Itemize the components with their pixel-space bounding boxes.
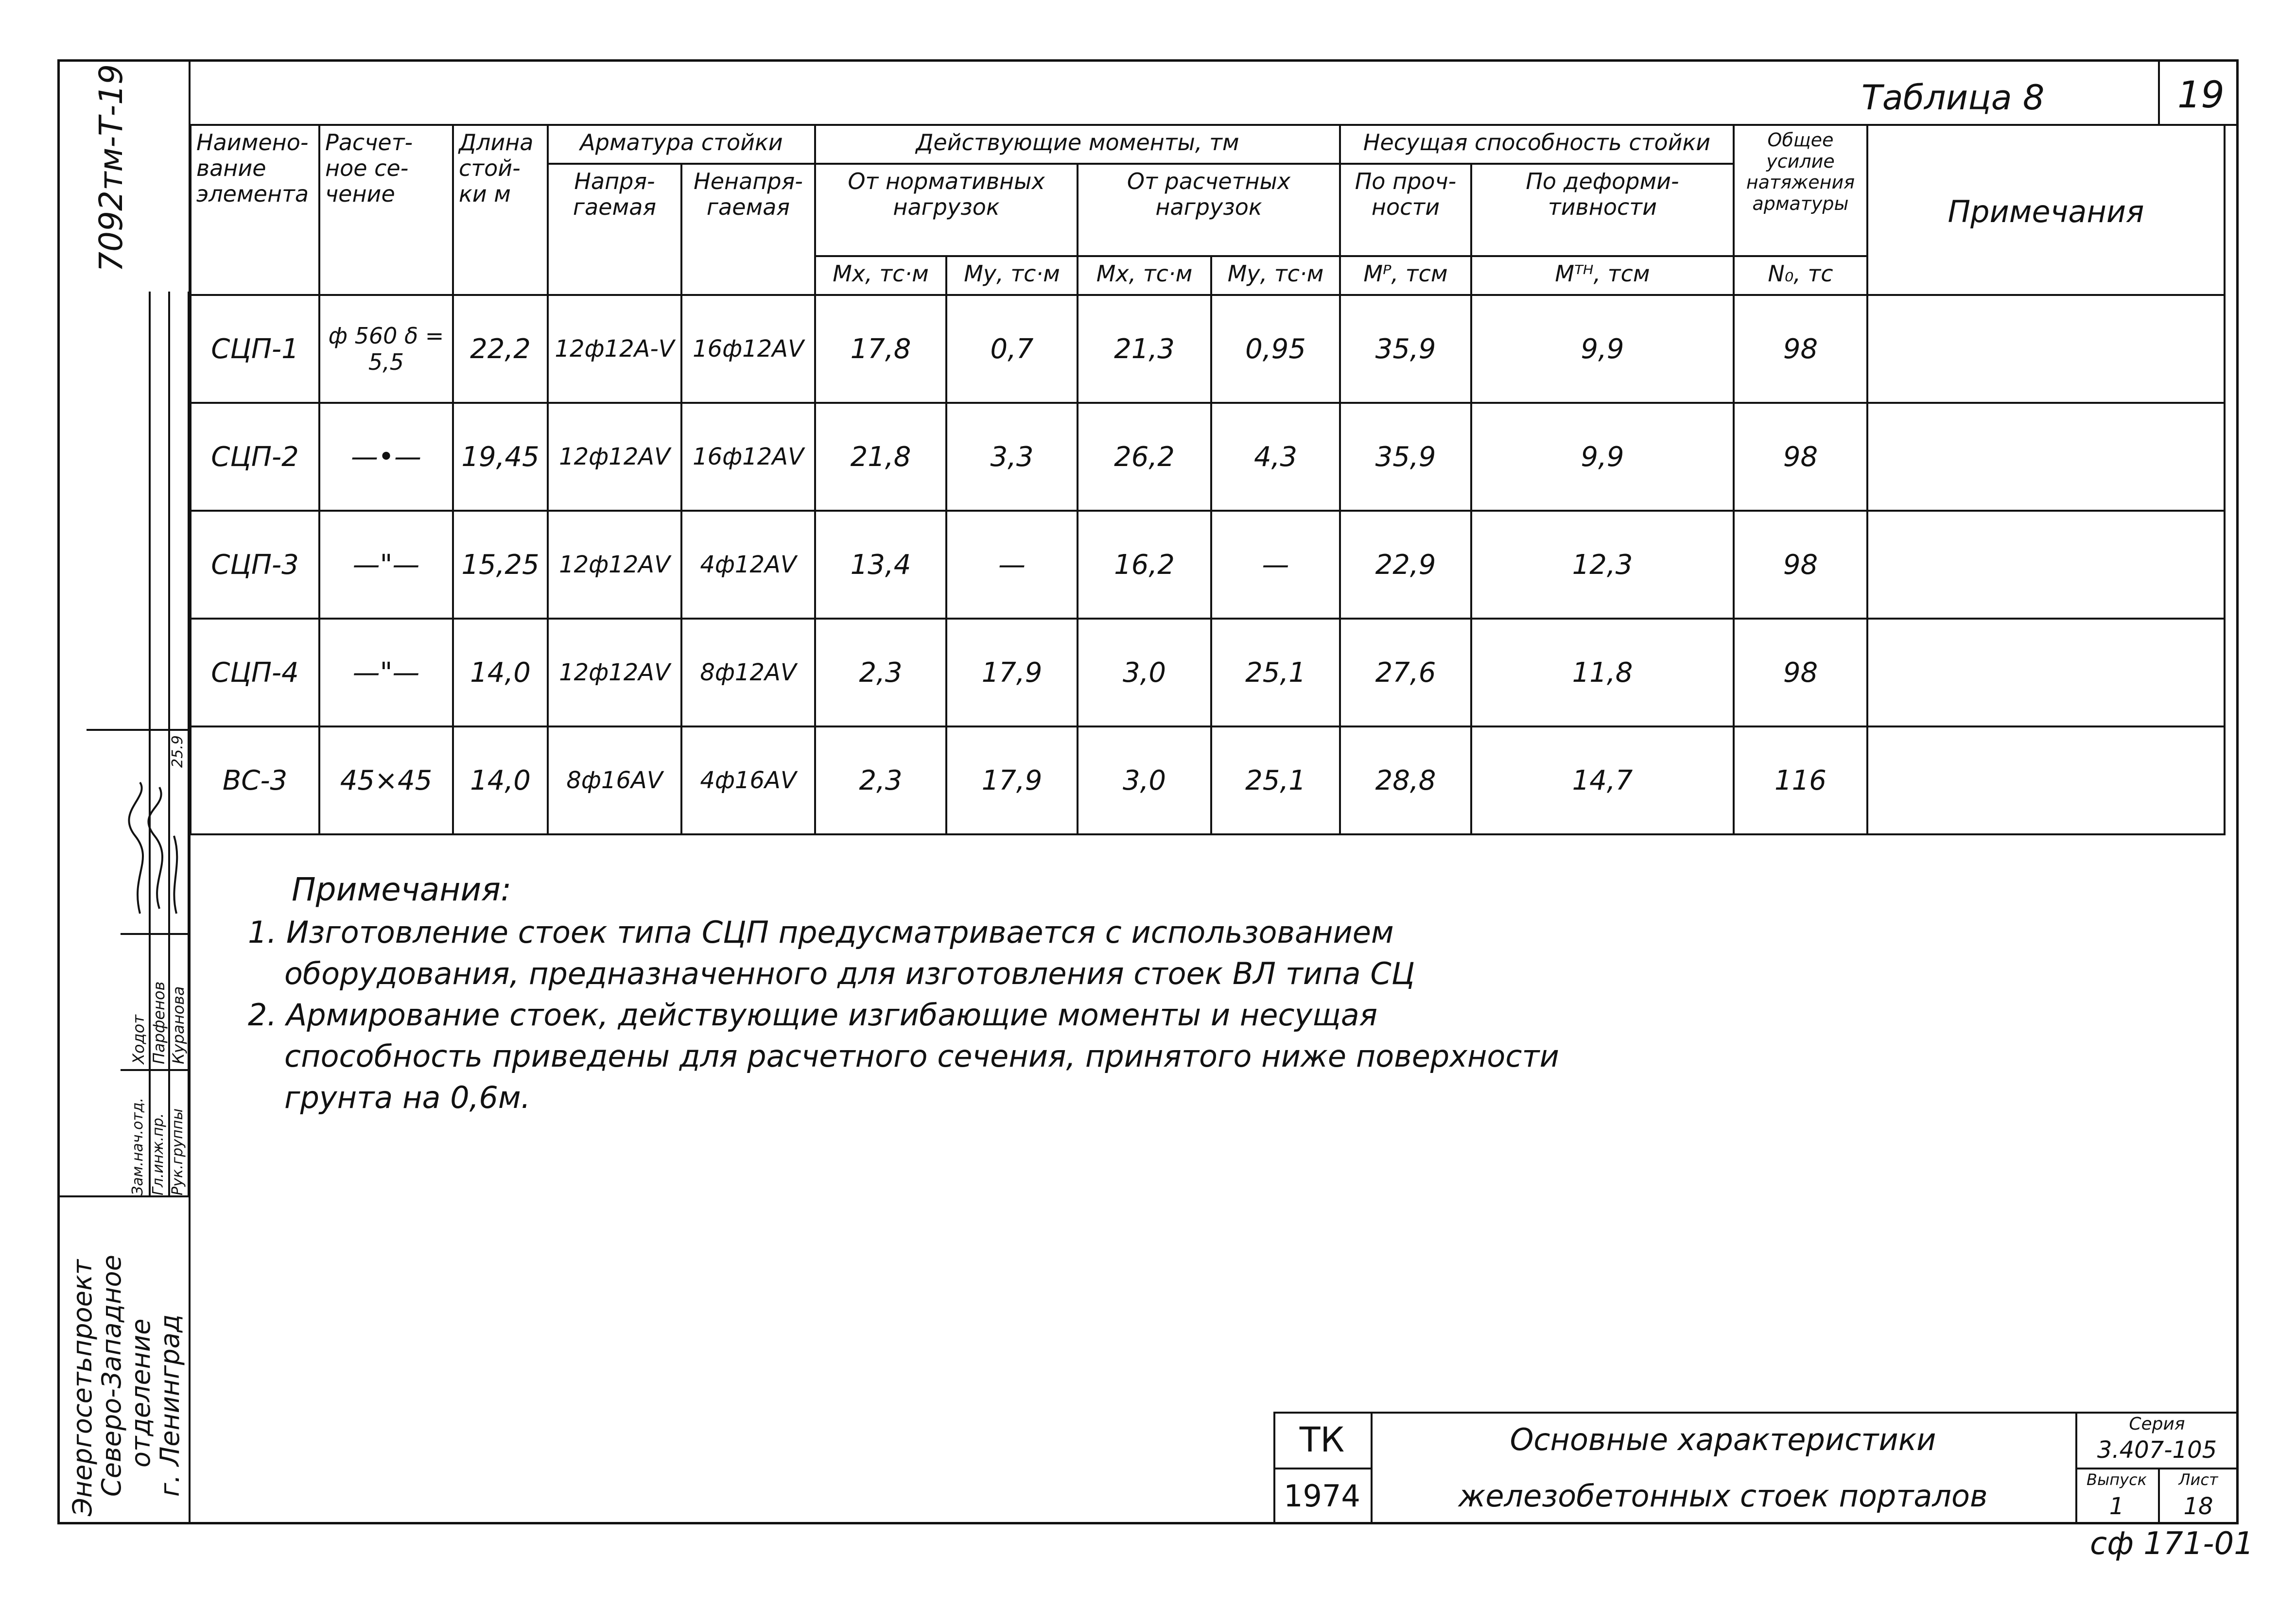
page-number: 19 xyxy=(2177,73,2225,116)
cell-name: СЦП-2 xyxy=(191,403,319,511)
cell-my-design: 25,1 xyxy=(1211,619,1340,726)
cell-my-design: 4,3 xyxy=(1211,403,1340,511)
issue-label: Выпуск xyxy=(2087,1470,2147,1489)
name-3: Куранова xyxy=(169,986,188,1064)
note-line-2: оборудования, предназначенного для изготовления стоек ВЛ типа СЦ xyxy=(284,956,1415,991)
header-prestressed: Напря-гаемая xyxy=(548,164,681,295)
role-3: Рук.группы xyxy=(169,1108,186,1195)
header-name: Наимено-вание элемента xyxy=(191,125,319,295)
cell-name: ВС-3 xyxy=(191,726,319,834)
title-block xyxy=(1273,1412,2239,1524)
header-section: Расчет-ное се-чение xyxy=(319,125,453,295)
cell-remark xyxy=(1867,619,2225,726)
characteristics-table xyxy=(190,124,2226,835)
role-2: Гл.инж.пр. xyxy=(150,1113,167,1195)
cell-nonprestressed: 16ф12АⅤ xyxy=(681,403,815,511)
cell-my-design: — xyxy=(1211,511,1340,619)
cell-n0: 98 xyxy=(1734,619,1867,726)
cell-my-normative: 0,7 xyxy=(946,295,1078,403)
series-label: Серия xyxy=(2129,1414,2185,1434)
header-mt: Мᵀᴴ, тсм xyxy=(1471,256,1734,295)
cell-mt: 11,8 xyxy=(1471,619,1734,726)
header-mx-normative: Мх, тс·м xyxy=(815,256,946,295)
cell-my-design: 0,95 xyxy=(1211,295,1340,403)
cell-section: —•— xyxy=(319,403,453,511)
notes-heading: Примечания: xyxy=(292,871,512,908)
cell-length: 14,0 xyxy=(453,726,548,834)
header-remarks: Примечания xyxy=(1867,125,2225,295)
cell-remark xyxy=(1867,403,2225,511)
cell-mx-design: 21,3 xyxy=(1078,295,1211,403)
cell-section: —"— xyxy=(319,619,453,726)
header-normative: От нормативных нагрузок xyxy=(815,164,1078,256)
side-code: 7092тм-Т-19 xyxy=(92,64,130,272)
cell-mx-design: 3,0 xyxy=(1078,619,1211,726)
name-2: Парфенов xyxy=(150,981,168,1064)
cell-remark xyxy=(1867,726,2225,834)
cell-name: СЦП-3 xyxy=(191,511,319,619)
table-row xyxy=(191,511,2225,619)
cell-prestressed: 12ф12АⅤ xyxy=(548,511,681,619)
table-row xyxy=(191,295,2225,403)
header-moments: Действующие моменты, тм xyxy=(815,125,1340,164)
cell-my-design: 25,1 xyxy=(1211,726,1340,834)
issue-value: 1 xyxy=(2109,1493,2124,1520)
signature-marks xyxy=(125,778,184,923)
title-line-2: железобетонных стоек порталов xyxy=(1458,1478,1988,1514)
cell-nonprestressed: 16ф12АⅤ xyxy=(681,295,815,403)
table-row xyxy=(191,403,2225,511)
header-design: От расчетных нагрузок xyxy=(1078,164,1340,256)
year-label: 1974 xyxy=(1284,1478,1360,1514)
cell-section: ф 560 δ = 5,5 xyxy=(319,295,453,403)
cell-mx-design: 26,2 xyxy=(1078,403,1211,511)
cell-mp: 22,9 xyxy=(1340,511,1471,619)
cell-mx-normative: 13,4 xyxy=(815,511,946,619)
header-my-normative: Му, тс·м xyxy=(946,256,1078,295)
organization-block xyxy=(57,1195,190,1524)
cell-nonprestressed: 8ф12АⅤ xyxy=(681,619,815,726)
title-line-1: Основные характеристики xyxy=(1510,1422,1936,1457)
cell-prestressed: 8ф16АⅤ xyxy=(548,726,681,834)
cell-n0: 98 xyxy=(1734,511,1867,619)
cell-my-normative: 3,3 xyxy=(946,403,1078,511)
cell-mx-normative: 17,8 xyxy=(815,295,946,403)
cell-mx-normative: 21,8 xyxy=(815,403,946,511)
header-mx-design: Мх, тс·м xyxy=(1078,256,1211,295)
cell-nonprestressed: 4ф12АⅤ xyxy=(681,511,815,619)
cell-length: 14,0 xyxy=(453,619,548,726)
cell-prestressed: 12ф12А-Ⅴ xyxy=(548,295,681,403)
cell-prestressed: 12ф12АⅤ xyxy=(548,403,681,511)
cell-mp: 28,8 xyxy=(1340,726,1471,834)
cell-nonprestressed: 4ф16АⅤ xyxy=(681,726,815,834)
cell-my-normative: 17,9 xyxy=(946,726,1078,834)
cell-mx-normative: 2,3 xyxy=(815,726,946,834)
table-row xyxy=(191,726,2225,834)
cell-mx-design: 16,2 xyxy=(1078,511,1211,619)
header-deformation: По деформи-тивности xyxy=(1471,164,1734,256)
name-1: Ходот xyxy=(129,1015,148,1064)
cell-name: СЦП-1 xyxy=(191,295,319,403)
cell-section: 45×45 xyxy=(319,726,453,834)
tk-label: ТК xyxy=(1299,1419,1345,1460)
cell-length: 22,2 xyxy=(453,295,548,403)
header-strength: По проч-ности xyxy=(1340,164,1471,256)
cell-mp: 27,6 xyxy=(1340,619,1471,726)
cell-n0: 98 xyxy=(1734,403,1867,511)
org-line-1: Энергосетьпроект xyxy=(67,1259,98,1516)
cell-n0: 98 xyxy=(1734,295,1867,403)
cell-my-normative: 17,9 xyxy=(946,619,1078,726)
header-mp: Мᴾ, тсм xyxy=(1340,256,1471,295)
cell-mt: 12,3 xyxy=(1471,511,1734,619)
cell-mt: 14,7 xyxy=(1471,726,1734,834)
cell-mp: 35,9 xyxy=(1340,403,1471,511)
cell-my-normative: — xyxy=(946,511,1078,619)
note-line-3: 2. Армирование стоек, действующие изгибающие моменты и несущая xyxy=(248,997,1378,1033)
header-nonprestressed: Ненапря-гаемая xyxy=(681,164,815,295)
sheet-value: 18 xyxy=(2183,1493,2213,1520)
table-row xyxy=(191,619,2225,726)
cell-mp: 35,9 xyxy=(1340,295,1471,403)
header-force: Общее усилие натяжения арматуры xyxy=(1734,125,1867,256)
cell-length: 15,25 xyxy=(453,511,548,619)
cell-length: 19,45 xyxy=(453,403,548,511)
org-line-3: отделение xyxy=(125,1318,156,1468)
header-n0: N₀, тс xyxy=(1734,256,1867,295)
org-line-4: г. Ленинград xyxy=(155,1314,185,1497)
cell-prestressed: 12ф12АⅤ xyxy=(548,619,681,726)
header-capacity: Несущая способность стойки xyxy=(1340,125,1734,164)
date-1: 25.9 xyxy=(169,735,186,768)
bottom-stamp: сф 171-01 xyxy=(2090,1526,2254,1562)
note-line-5: грунта на 0,6м. xyxy=(284,1080,531,1115)
cell-mt: 9,9 xyxy=(1471,403,1734,511)
cell-section: —"— xyxy=(319,511,453,619)
note-line-1: 1. Изготовление стоек типа СЦП предусматривается с использованием xyxy=(248,915,1394,950)
series-value: 3.407-105 xyxy=(2097,1436,2217,1464)
sheet-label: Лист xyxy=(2178,1470,2218,1489)
note-line-4: способность приведены для расчетного сечения, принятого ниже поверхности xyxy=(284,1038,1559,1074)
header-length: Длина стой-ки м xyxy=(453,125,548,295)
org-line-2: Северо-Западное xyxy=(96,1255,127,1497)
page-number-divider xyxy=(2158,59,2160,124)
signature-block xyxy=(57,729,190,1195)
cell-name: СЦП-4 xyxy=(191,619,319,726)
header-armature: Арматура стойки xyxy=(548,125,815,164)
cell-remark xyxy=(1867,295,2225,403)
cell-remark xyxy=(1867,511,2225,619)
cell-mt: 9,9 xyxy=(1471,295,1734,403)
header-my-design: Му, тс·м xyxy=(1211,256,1340,295)
cell-mx-design: 3,0 xyxy=(1078,726,1211,834)
cell-mx-normative: 2,3 xyxy=(815,619,946,726)
cell-n0: 116 xyxy=(1734,726,1867,834)
table-title: Таблица 8 xyxy=(1861,78,2045,118)
role-1: Зам.нач.отд. xyxy=(129,1097,146,1195)
